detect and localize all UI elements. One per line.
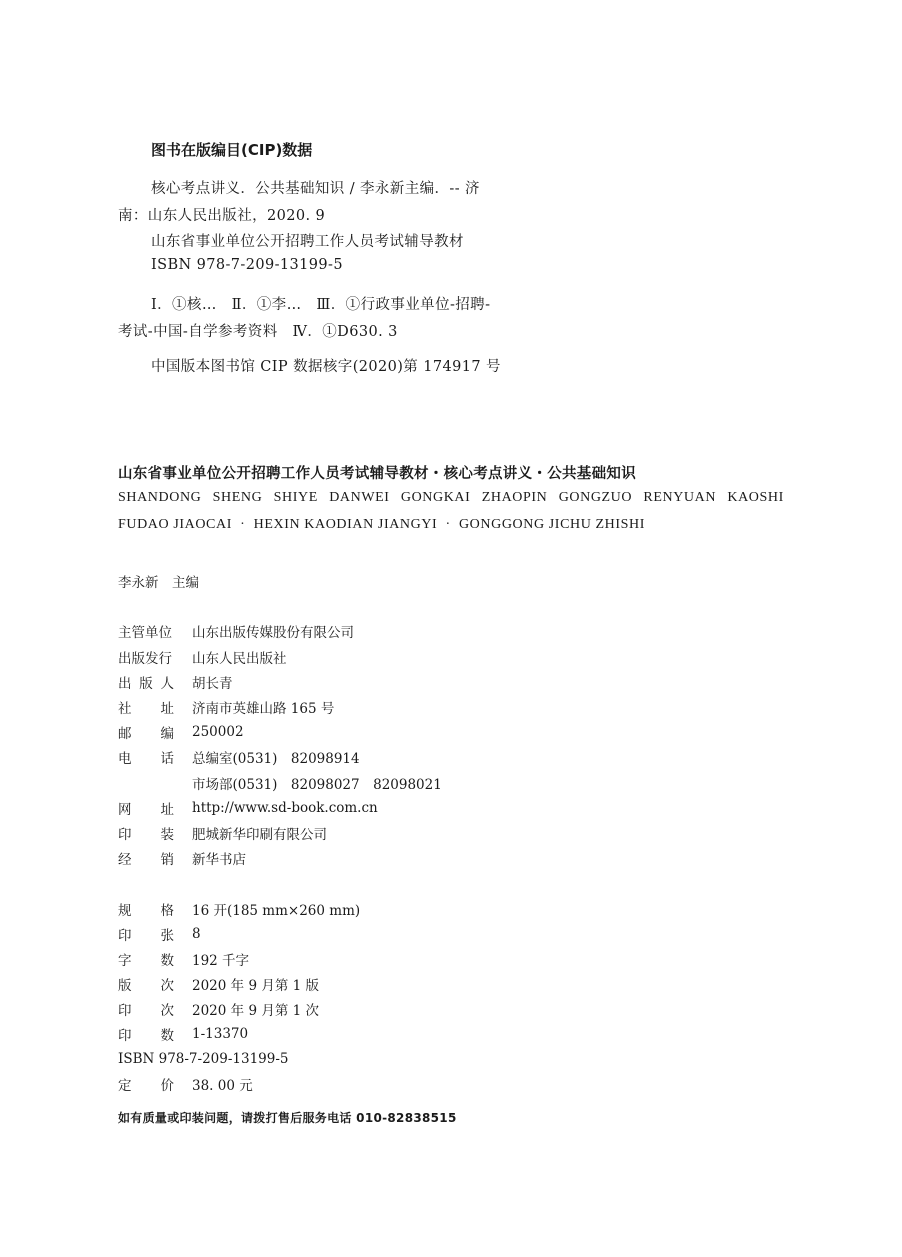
spec-row-word-count (118, 949, 249, 969)
spec-label: 版 次 (118, 978, 174, 994)
info-row-publisher (118, 647, 287, 667)
pinyin-word: KAOSHI (727, 490, 784, 505)
spec-label: 印 次 (118, 1003, 174, 1019)
info-label: 网 址 (118, 802, 174, 818)
cip-line-6: 考试-中国-自学参考资料 Ⅳ．①D630. 3 (118, 324, 398, 340)
spec-row-edition (118, 974, 319, 994)
info-value: 250002 (192, 724, 244, 740)
spec-row-print-run (118, 1024, 248, 1044)
pinyin-word: SHANDONG (118, 490, 202, 505)
spec-row-format (118, 899, 360, 919)
info-label: 出版发行 (118, 651, 172, 667)
cip-heading: 图书在版编目(CIP)数据 (151, 141, 313, 159)
info-label: 经 销 (118, 852, 174, 868)
info-label: 社 址 (118, 701, 174, 717)
isbn: ISBN 978-7-209-13199-5 (118, 1051, 289, 1067)
price-label: 定 价 (118, 1078, 174, 1094)
info-value: 胡长青 (192, 676, 233, 692)
spec-row-price (118, 1074, 253, 1094)
spec-value: 2020 年 9 月第 1 次 (192, 1003, 319, 1019)
pinyin-word: RENYUAN (643, 490, 717, 505)
spec-value: 16 开(185 mm×260 mm) (192, 903, 361, 919)
spec-value: 2020 年 9 月第 1 版 (192, 978, 319, 994)
spec-value: 192 千字 (192, 953, 250, 969)
info-row-supervisor (118, 621, 354, 641)
spec-label: 规 格 (118, 903, 174, 919)
info-row-printer (118, 823, 327, 843)
book-title-chinese: 山东省事业单位公开招聘工作人员考试辅导教材・核心考点讲义・公共基础知识 (118, 466, 636, 482)
info-value: 肥城新华印刷有限公司 (192, 827, 327, 843)
info-label: 印 装 (118, 827, 174, 843)
info-value: 济南市英雄山路 165 号 (192, 701, 335, 717)
chief-editor: 李永新 主编 (118, 575, 199, 591)
info-value: 山东人民出版社 (192, 651, 287, 667)
spec-label: 印 数 (118, 1028, 174, 1044)
info-label: 邮 编 (118, 726, 174, 742)
isbn-row (118, 1049, 289, 1069)
info-value: 山东出版传媒股份有限公司 (192, 625, 354, 641)
after-sales-note: 如有质量或印装问题，请拨打售后服务电话 010-82838515 (118, 1111, 457, 1125)
pinyin-word: SHIYE (273, 490, 318, 505)
info-value: 总编室(0531) 82098914 (192, 751, 360, 767)
cip-line-4: ISBN 978-7-209-13199-5 (151, 257, 343, 273)
info-row-phone (118, 747, 360, 767)
info-value: http://www.sd-book.com.cn (192, 800, 378, 816)
book-title-pinyin-line-1 (118, 490, 784, 506)
spec-value: 8 (192, 926, 201, 942)
cip-line-2: 南：山东人民出版社，2020. 9 (118, 208, 326, 224)
info-row-website (118, 798, 378, 818)
info-row-distributor (118, 848, 246, 868)
price-value: 38. 00 元 (192, 1078, 253, 1094)
spec-value: 1-13370 (192, 1026, 249, 1042)
spec-label: 印 张 (118, 928, 174, 944)
info-value: 新华书店 (192, 852, 246, 868)
pinyin-word: GONGKAI (400, 490, 471, 505)
cip-line-1: 核心考点讲义．公共基础知识 / 李永新主编．-- 济 (151, 181, 480, 197)
info-label: 出 版 人 (118, 676, 174, 692)
info-row-publisher-person (118, 672, 233, 692)
spec-row-impression (118, 999, 319, 1019)
info-value: 市场部(0531) 82098027 82098021 (192, 777, 442, 793)
spec-row-sheets (118, 924, 201, 944)
info-row-phone-market (118, 773, 442, 793)
book-title-pinyin-line-2: FUDAO JIAOCAI · HEXIN KAODIAN JIANGYI · GONGGONG JICHU ZHISHI (118, 517, 646, 532)
pinyin-word: ZHAOPIN (481, 490, 548, 505)
pinyin-word: DANWEI (329, 490, 390, 505)
spec-label: 字 数 (118, 953, 174, 969)
cip-line-3: 山东省事业单位公开招聘工作人员考试辅导教材 (151, 234, 464, 250)
cip-line-5: Ⅰ．①核… Ⅱ．①李… Ⅲ．①行政事业单位-招聘- (151, 297, 491, 313)
info-label: 电 话 (118, 751, 174, 767)
cip-line-7: 中国版本图书馆 CIP 数据核字(2020)第 174917 号 (151, 359, 501, 375)
info-row-postcode (118, 722, 244, 742)
info-label: 主管单位 (118, 625, 172, 641)
info-row-address (118, 697, 334, 717)
pinyin-word: SHENG (212, 490, 263, 505)
pinyin-word: GONGZUO (558, 490, 633, 505)
